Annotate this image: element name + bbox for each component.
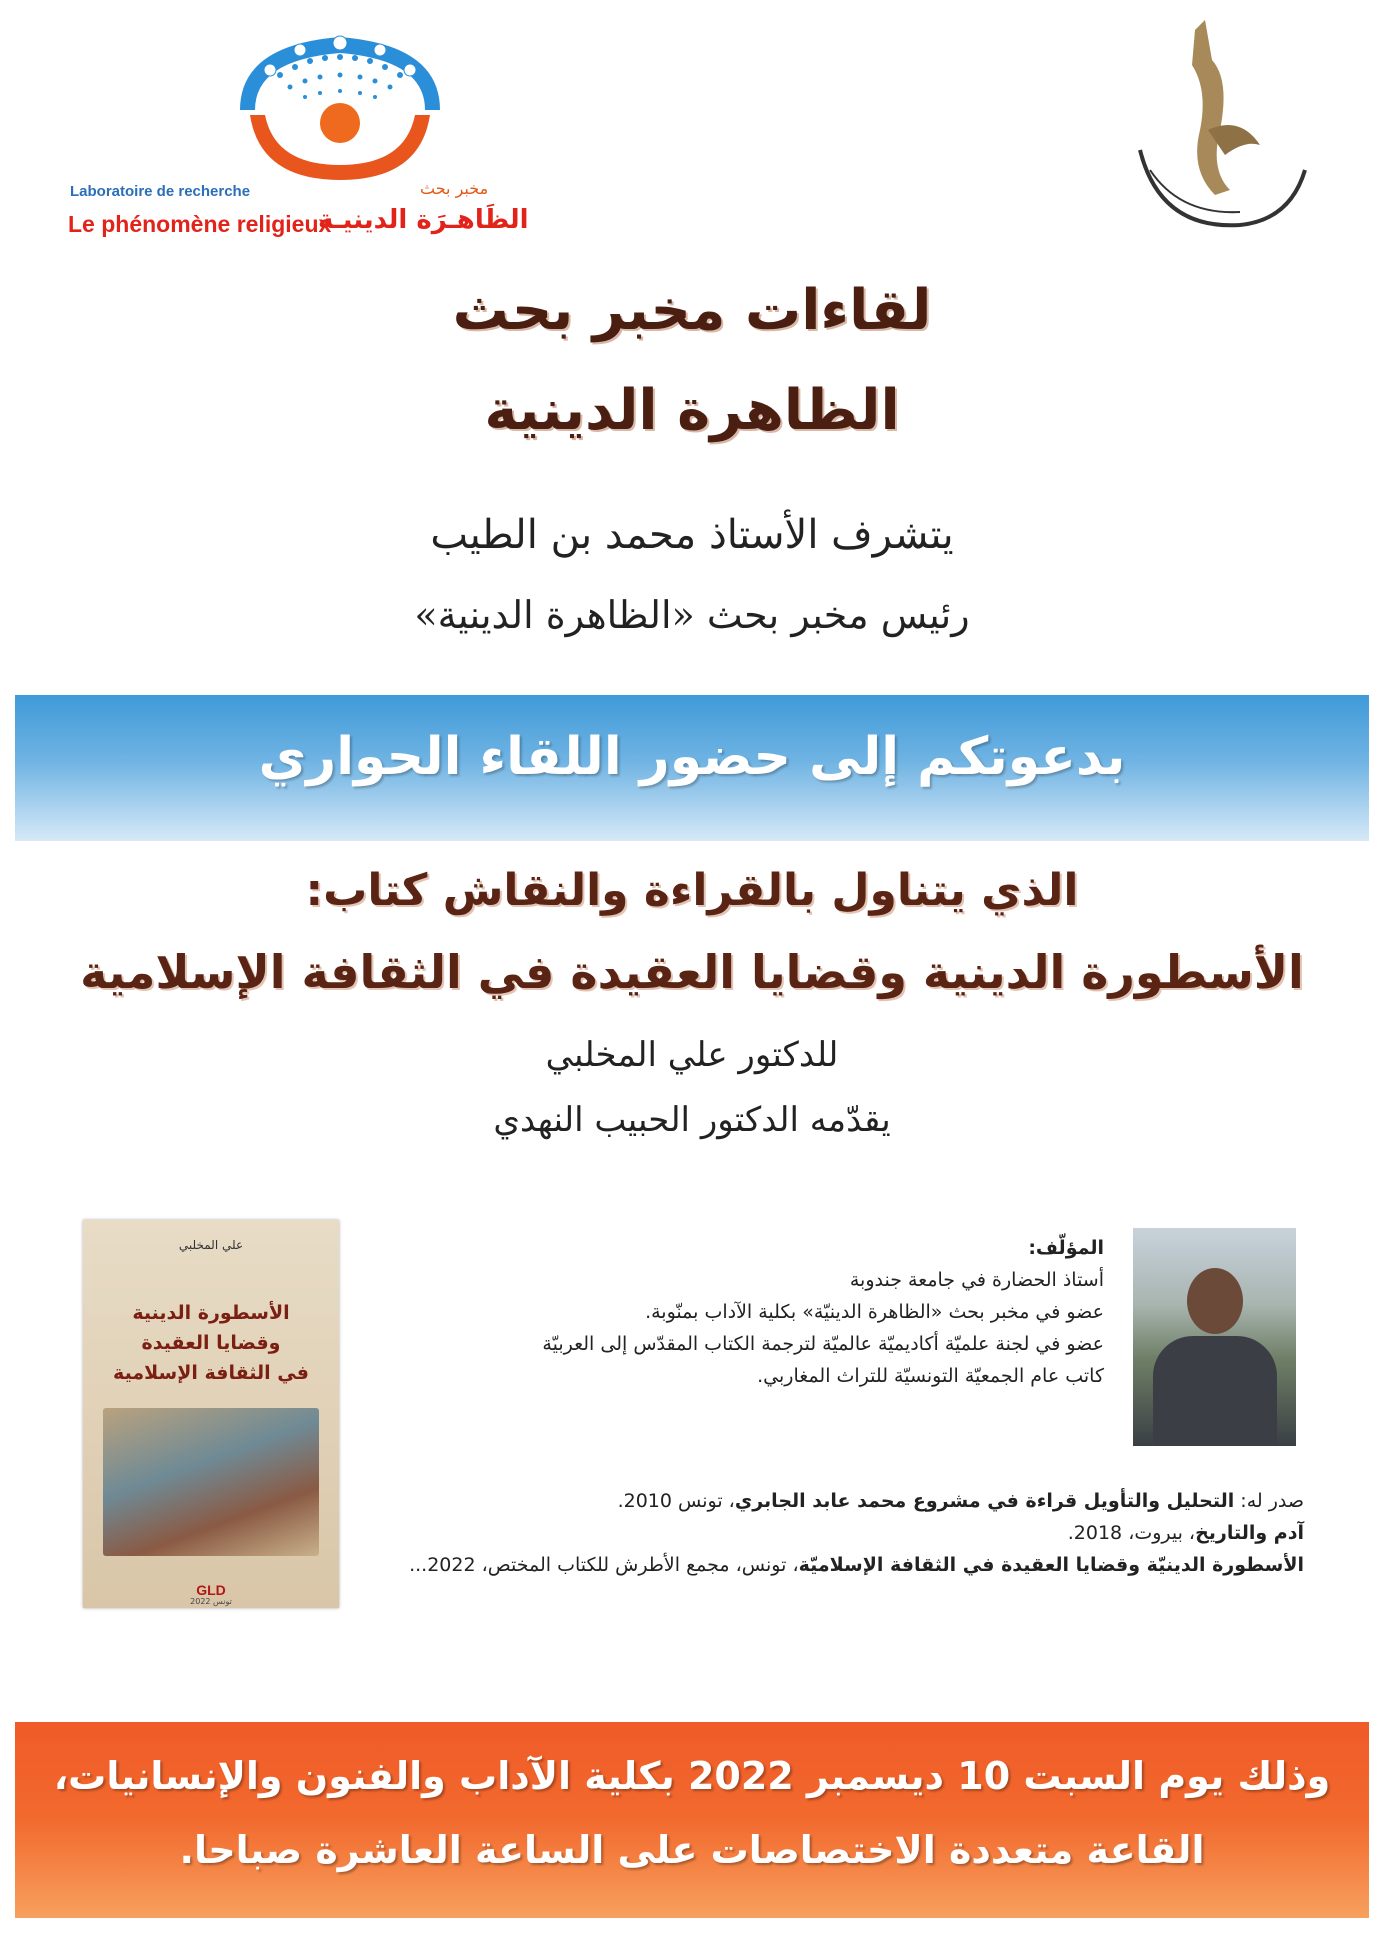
lab-label-ar: مخبر بحث [420, 179, 489, 198]
bio-line: عضو في لجنة علميّة أكاديميّة عالميّة لترجمة الكتاب المقدّس إلى العربيّة [542, 1333, 1104, 1355]
author-line: للدكتور علي المخلبي [545, 1035, 839, 1075]
book-cover-title-line: الأسطورة الدينية [132, 1302, 290, 1324]
publication-details: ، تونس، مجمع الأطرش للكتاب المختص، 2022... [409, 1554, 799, 1576]
author-bio [384, 1232, 1104, 1392]
event-venue-line: القاعة متعددة الاختصاصات على الساعة العاشرة صباحا. [179, 1828, 1205, 1872]
book-cover-publisher-year: تونس 2022 [190, 1597, 232, 1606]
bio-label: المؤلّف: [1028, 1237, 1104, 1259]
bio-line: كاتب عام الجمعيّة التونسيّة للتراث المغاربي. [757, 1365, 1104, 1387]
lab-emblem-icon [220, 15, 460, 190]
publication-details: ، تونس 2010. [617, 1490, 735, 1512]
presenter-line: يقدّمه الدكتور الحبيب النهدي [493, 1100, 891, 1140]
event-details-band [15, 1722, 1369, 1918]
bio-line: أستاذ الحضارة في جامعة جندوبة [849, 1269, 1104, 1291]
topic-line1: الذي يتناول بالقراءة والنقاش كتاب: [305, 865, 1079, 916]
author-photo [1133, 1228, 1296, 1446]
book-cover-illustration [103, 1408, 319, 1556]
author-photo-body [1153, 1336, 1277, 1446]
publication-title: آدم والتاريخ [1195, 1522, 1304, 1544]
invite-text: بدعوتكم إلى حضور اللقاء الحواري [258, 727, 1126, 787]
invite-band [15, 695, 1369, 841]
publications [344, 1485, 1304, 1581]
book-cover-title [93, 1298, 329, 1388]
book-cover-publisher: GLD [196, 1582, 226, 1598]
publications-prefix: صدر له: [1240, 1490, 1304, 1512]
publication-item [344, 1549, 1304, 1581]
publication-item [344, 1517, 1304, 1549]
host-line1: يتشرف الأستاذ محمد بن الطيب [430, 512, 954, 558]
author-photo-head [1187, 1268, 1243, 1334]
publication-title: التحليل والتأويل قراءة في مشروع محمد عابد الجابري [734, 1490, 1235, 1512]
page-title-line2: الظاهرة الدينية [484, 378, 900, 443]
lab-logo [60, 15, 580, 235]
lab-name-fr: Le phénomène religieux [68, 211, 332, 237]
faculty-logo-icon [1120, 20, 1320, 240]
publication-title: الأسطورة الدينيّة وقضايا العقيدة في الثقافة الإسلاميّة [798, 1554, 1304, 1576]
lab-label-fr: Laboratoire de recherche [70, 183, 251, 200]
book-cover [83, 1220, 339, 1608]
bio-line: عضو في مخبر بحث «الظاهرة الدينيّة» بكلية الآداب بمنّوبة. [645, 1301, 1104, 1323]
book-cover-title-line: في الثقافة الإسلامية [113, 1362, 309, 1384]
page-title-line1: لقاءات مخبر بحث [452, 278, 932, 343]
book-cover-title-line: وقضايا العقيدة [141, 1332, 281, 1354]
lab-name-ar: الظَاهـرَة الدينيـة [318, 205, 529, 235]
book-title: الأسطورة الدينية وقضايا العقيدة في الثقافة الإسلامية [80, 945, 1304, 999]
publication-item [344, 1485, 1304, 1517]
book-cover-author: علي المخلبي [178, 1238, 244, 1252]
publication-details: ، بيروت، 2018. [1067, 1522, 1196, 1544]
event-date-line: وذلك يوم السبت 10 ديسمبر 2022 بكلية الآداب والفنون والإنسانيات، [53, 1754, 1331, 1798]
host-line2: رئيس مخبر بحث «الظاهرة الدينية» [414, 593, 970, 637]
